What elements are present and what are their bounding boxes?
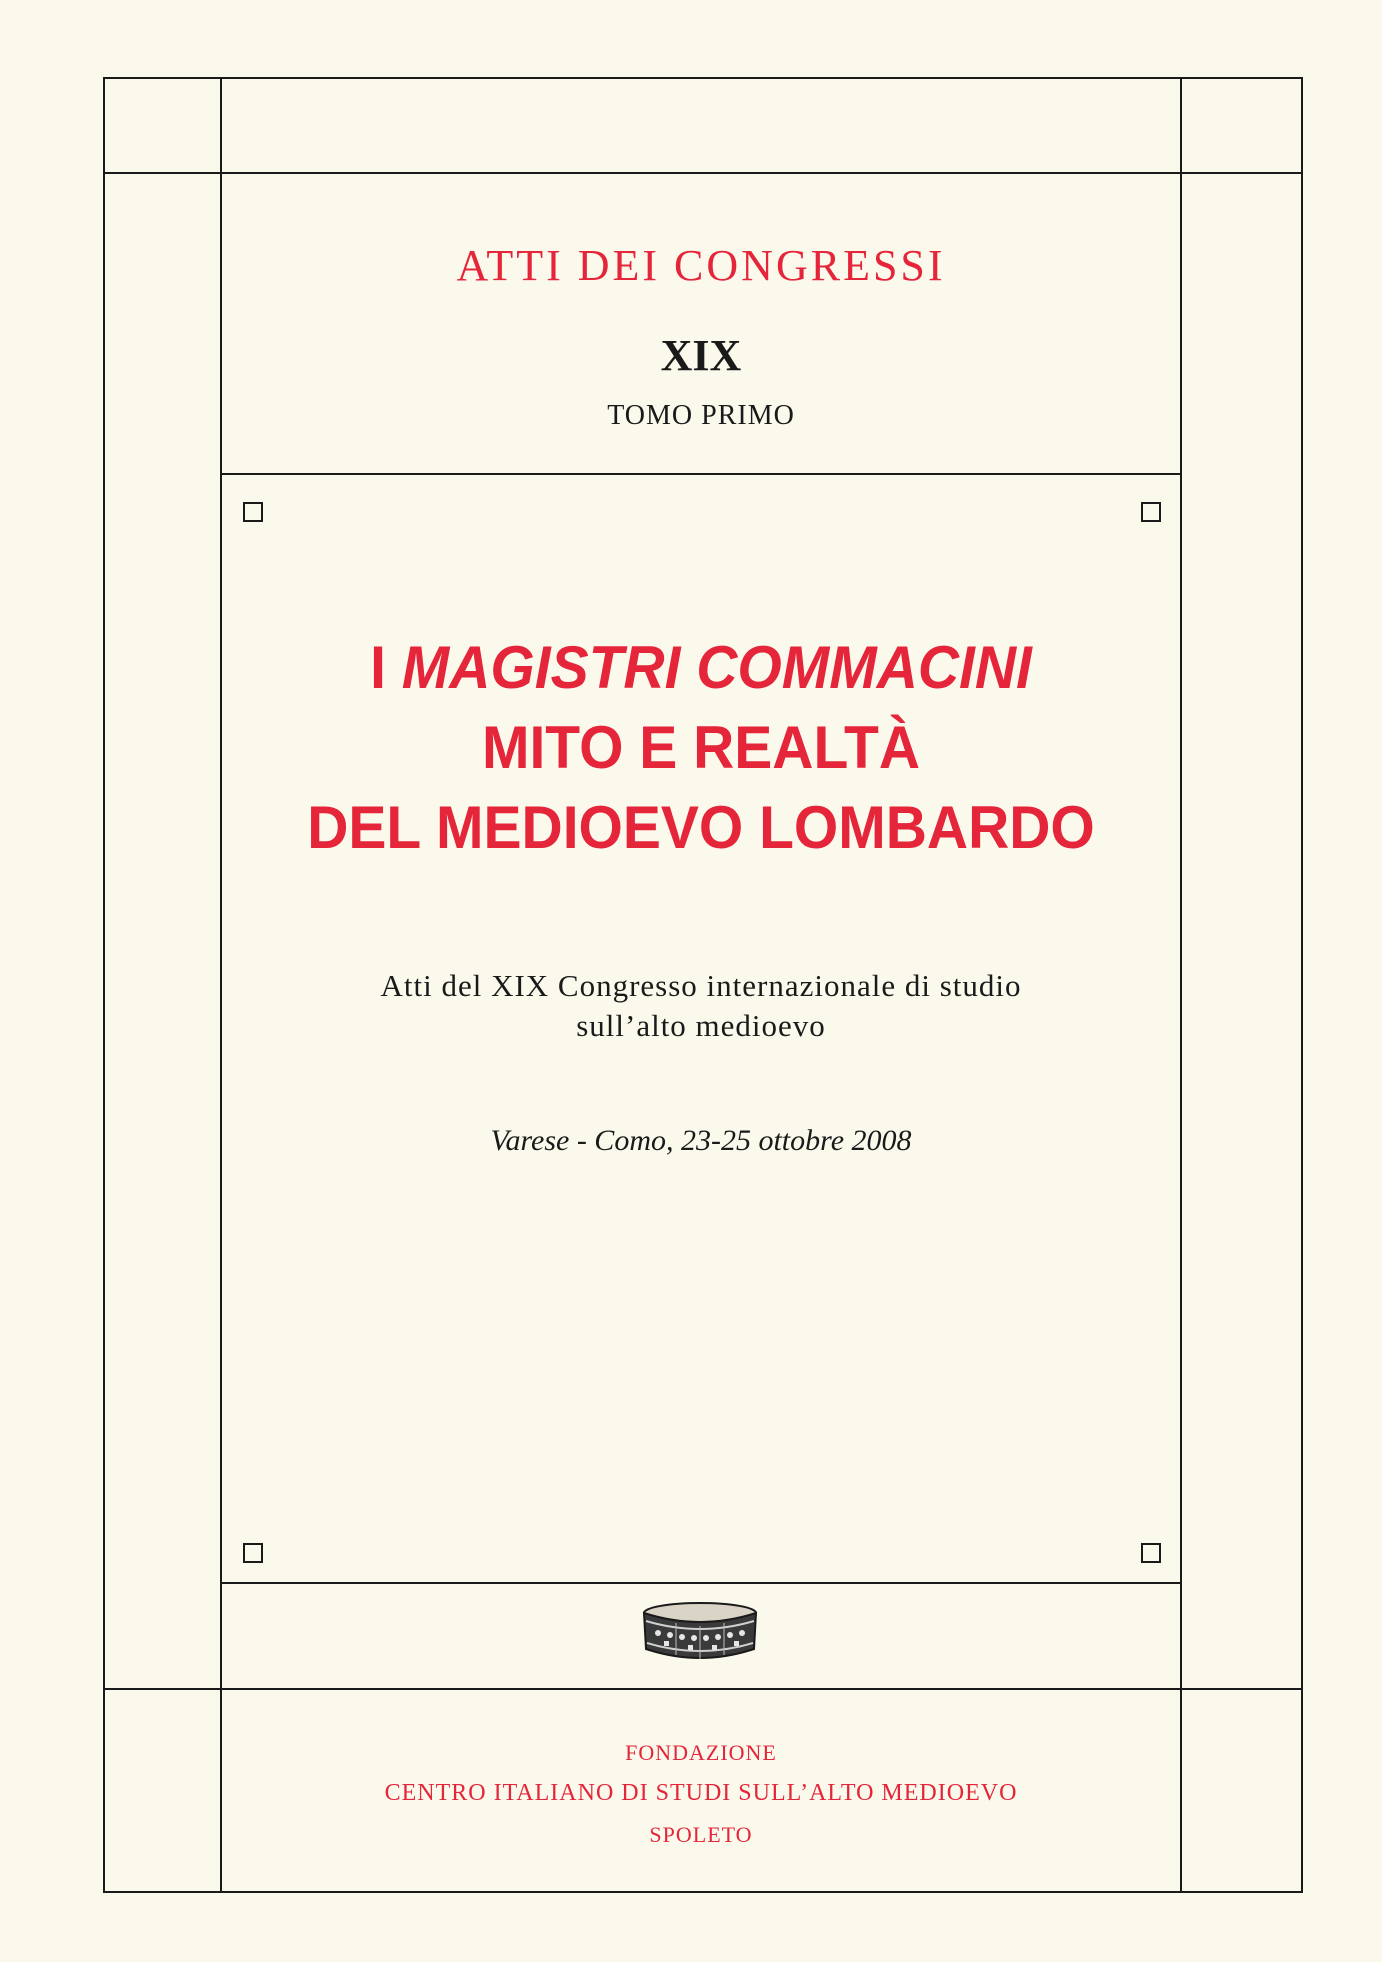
title-italic: MAGISTRI COMMACINI [401, 634, 1032, 701]
publisher-line-2: CENTRO ITALIANO DI STUDI SULL’ALTO MEDIOEVO [384, 1780, 1018, 1806]
frame-rule [103, 172, 1303, 174]
frame-rule-top [103, 77, 1303, 79]
corner-square-bottom-right [1141, 1543, 1161, 1563]
title-line-2: MITO E REALTÀ [481, 714, 921, 781]
volume-number: XIX [660, 331, 742, 380]
frame-rule [220, 473, 1182, 475]
publisher-line-3: SPOLETO [649, 1822, 753, 1847]
title-line-1 [244, 628, 1158, 708]
publisher-line-1: FONDAZIONE [625, 1740, 777, 1765]
frame-rule [103, 1688, 1303, 1690]
book-subtitle [220, 966, 1182, 1046]
corner-square-top-left [243, 502, 263, 522]
tome-label: TOMO PRIMO [607, 400, 795, 431]
frame-rule-bottom [103, 1891, 1303, 1893]
corner-square-bottom-left [243, 1543, 263, 1563]
place-and-date: Varese - Como, 23-25 ottobre 2008 [490, 1124, 912, 1157]
subtitle-line-2: sull’alto medioevo [576, 1008, 826, 1043]
book-title [244, 628, 1158, 868]
title-prefix: I [370, 634, 386, 701]
frame-rule-left-outer [103, 77, 105, 1893]
jeweled-crown-icon [638, 1597, 762, 1669]
frame-rule-right-outer [1301, 77, 1303, 1893]
corner-square-top-right [1141, 502, 1161, 522]
subtitle-line-1: Atti del XIX Congresso internazionale di studio [380, 968, 1022, 1003]
title-line-3: DEL MEDIOEVO LOMBARDO [307, 794, 1095, 861]
frame-rule [220, 1582, 1182, 1584]
series-title: ATTI DEI CONGRESSI [456, 241, 946, 290]
